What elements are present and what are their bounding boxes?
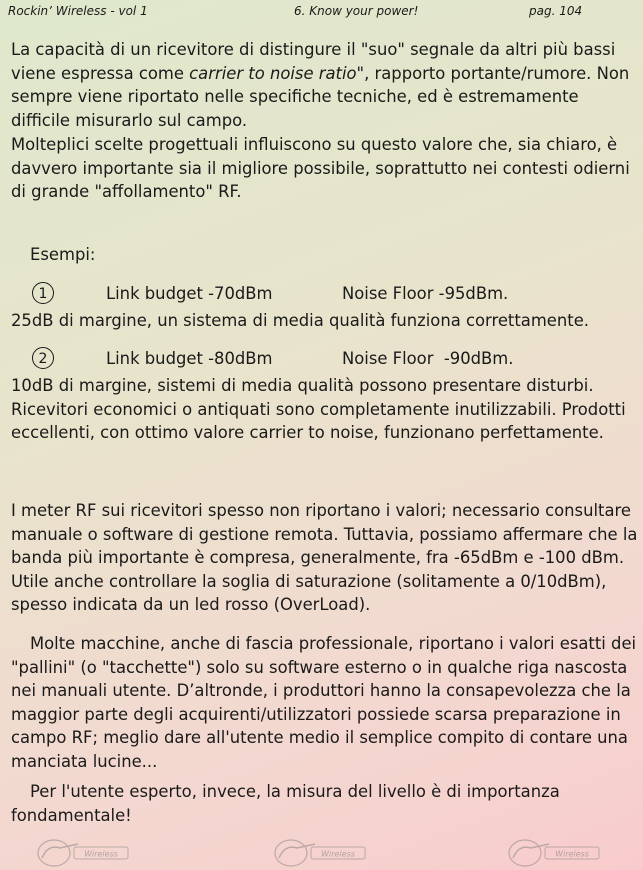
header-chapter-title: 6. Know your power! xyxy=(294,4,419,18)
example-1-number: 1 xyxy=(32,282,54,304)
svg-text:Wireless: Wireless xyxy=(555,849,589,859)
example-2-number: 2 xyxy=(32,347,54,369)
header-book-title: Rockin’ Wireless - vol 1 xyxy=(8,4,148,18)
design-choices-paragraph: Molteplici scelte progettuali influiscono su questo valore che, sia chiaro, è davvero importante sia il migliore possibile, soprattutto nei contesti odierni di grande "affollamento" RF. xyxy=(11,135,630,201)
example-1-noise-floor: Noise Floor -95dBm. xyxy=(342,284,509,303)
examples-heading: Esempi: xyxy=(30,245,96,264)
professional-machines-paragraph: Molte macchine, anche di fascia professionale, riportano i valori esatti dei "pallini" (o "tacchette") solo su software esterno o in qualche riga nascosta nei manuali utente. D’altronde, i produttori hanno la consapevolezza che la maggior parte degli acquirenti/utilizzatori possiede scarsa preparazione in campo RF; meglio dare all'utente medio il semplice compito di contare una manciata lucine... xyxy=(11,634,637,771)
svg-text:Wireless: Wireless xyxy=(84,849,118,859)
example-2-note: 10dB di margine, sistemi di media qualità possono presentare disturbi. Ricevitori economici o antiquati sono completamente inutilizzabili. Prodotti eccellenti, con ottimo valore carrier to noise, funzionano perfettamente. xyxy=(11,376,626,442)
example-1-link-budget: Link budget -70dBm xyxy=(106,284,273,303)
header-page-number: pag. 104 xyxy=(529,4,583,18)
rf-meter-paragraph: I meter RF sui ricevitori spesso non riportano i valori; necessario consultare manuale o software di gestione remota. Tuttavia, possiamo affermare che la banda più importante è compresa, generalmente, fra -65dBm e -100 dBm. Utile anche controllare la soglia di saturazione (solitamente a 0/10dBm), spesso indicata da un led rosso (OverLoad). xyxy=(11,501,638,614)
footer-logo-center xyxy=(271,836,367,868)
footer-logo-left xyxy=(34,836,130,868)
example-2-row xyxy=(11,347,631,371)
page-header xyxy=(0,4,643,22)
example-2-noise-floor: Noise Floor -90dBm. xyxy=(342,349,514,368)
example-1-note: 25dB di margine, un sistema di media qualità funziona correttamente. xyxy=(11,311,589,330)
expert-user-paragraph: Per l'utente esperto, invece, la misura del livello è di importanza fondamentale! xyxy=(11,782,560,825)
example-1-row xyxy=(11,282,631,306)
example-2-link-budget: Link budget -80dBm xyxy=(106,349,273,368)
intro-paragraph: La capacità di un ricevitore di distingure il "suo" segnale da altri più bassi viene espressa come carrier to noise ratio", rapporto portante/rumore. Non sempre viene riportato nelle specifiche tecniche, ed è estremamente difficile misurarlo sul campo. xyxy=(11,40,630,130)
footer-logo-right xyxy=(505,836,601,868)
carrier-to-noise-term: carrier to noise ratio xyxy=(189,63,357,83)
svg-text:Wireless: Wireless xyxy=(321,849,355,859)
